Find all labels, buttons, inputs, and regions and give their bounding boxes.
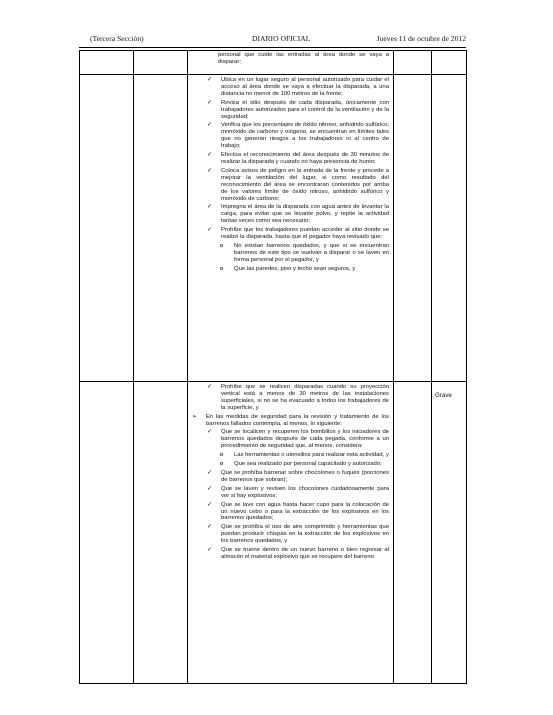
arrow-bullet-icon: ➢	[192, 413, 198, 420]
empty-cell	[80, 75, 134, 382]
check-icon: ✓	[207, 99, 213, 106]
list-item: ✓ Revisa el sitio después de cada disparada, únicamente con trabajadores autorizados para el control de la ventilación y de la seguridad;	[207, 99, 389, 120]
requirements-table	[79, 50, 467, 684]
header-rule	[79, 47, 466, 48]
circle-bullet-icon: o	[220, 461, 224, 468]
check-icon: ✓	[207, 227, 213, 234]
sub-list-item: o Que sea realizado por personal capacitado y autorizado;	[220, 461, 382, 468]
list-item: ✓ Ubica en un lugar seguro al personal autorizado para cuidar el acceso al área donde se vaya a efectuar la disparada, a una distancia no menor de 100 metros de la frente;	[207, 77, 389, 97]
publication-name: DIARIO OFICIAL	[252, 34, 311, 43]
list-item: ✓ Que se prohíba el uso de aire comprimido y herramientas que puedan producir chispas en la extracción de los explosivos en los barrenos quedados, y	[207, 524, 389, 545]
list-item: ✓ Que se prohíba barrenar sobre chocolones o fuques (porciones de barrenos que sobran);	[207, 469, 389, 483]
empty-cell	[394, 75, 432, 382]
table-row	[80, 51, 467, 75]
check-icon: ✓	[207, 167, 213, 174]
sub-list-item: o Las herramientas o utensilios para realizar esta actividad, y	[220, 452, 389, 459]
empty-cell	[394, 382, 432, 684]
list-item: ✓ Prohíbe que se realicen disparadas cuando su proyección vertical está a menos de 30 metros de las instalaciones superficiales, si no se ha evacuado a todos los trabajadores de la superficie, y	[207, 384, 389, 411]
circle-bullet-icon: o	[220, 242, 224, 249]
check-icon: ✓	[207, 204, 213, 211]
list-item: ✓ Verifica que los porcentajes de óxido nitroso, anhidrido sulfúrico, monóxido de carbono y oxígeno, se encuentran en límites tales que no generan riesgos a los trabajadores ni al centro de trabajo;	[207, 122, 389, 150]
table-row	[80, 75, 467, 382]
empty-cell	[134, 75, 188, 382]
continuation-text: personal que cuide las entradas al área donde se vaya a disparar;	[218, 52, 389, 65]
empty-cell	[80, 382, 134, 684]
check-icon: ✓	[207, 152, 213, 159]
list-item: ✓ Que se laven y revisen los chocolones cuidadosamente para ver si hay explosivos;	[207, 485, 389, 499]
empty-cell	[134, 382, 188, 684]
circle-bullet-icon: o	[220, 452, 224, 459]
check-icon: ✓	[207, 429, 213, 436]
list-item: ✓ Que se truene dentro de un nuevo barreno o bien regresar al almacén el material explosivo que se recupere del barreno	[207, 547, 389, 560]
empty-cell	[134, 51, 188, 75]
check-icon: ✓	[207, 524, 213, 531]
list-item: ✓ Efectúa el reconocimiento del área después de 30 minutos de realizar la disparada y cuando no haya presencia de humo;	[207, 152, 389, 165]
list-item: ✓ Que se localicen y recuperen los bombillos y los iniciadores de barrenos quedados después de cada pegada, conforme a un procedimiento de seguridad que, al menos, considera:	[207, 429, 389, 450]
text-cell	[188, 382, 394, 684]
list-item: ✓ Impregna el área de la disparada con agua antes de levantar la carga, para evitar que se levante polvo, y repite la actividad tantas veces como sea necesario;	[207, 204, 389, 225]
list-item: ✓ Prohíbe que los trabajadores puedan acceder al sitio donde se realizó la disparada, hasta que el pegador haya revisado que:	[207, 227, 389, 241]
circle-bullet-icon: o	[220, 265, 224, 272]
page-header	[80, 34, 466, 46]
empty-cell	[80, 51, 134, 75]
text-cell	[188, 51, 394, 75]
check-icon: ✓	[207, 384, 213, 390]
table-row	[80, 382, 467, 684]
check-icon: ✓	[207, 122, 213, 129]
check-icon: ✓	[207, 547, 213, 554]
check-icon: ✓	[207, 77, 213, 83]
section-label: (Tercera Sección)	[90, 34, 144, 43]
list-item: ✓ Que se lave con agua hasta hacer cupo para la colocación de un nuevo cebo o para la extracción de los explosivos en los barrenos quedados;	[207, 501, 389, 522]
list-item: ➢ En las medidas de seguridad para la revisión y tratamiento de los barrenos fallados contempla, al menos, lo siguiente:	[192, 413, 389, 427]
check-icon: ✓	[207, 469, 213, 476]
check-icon: ✓	[207, 501, 213, 508]
text-cell	[188, 75, 394, 382]
empty-cell	[394, 51, 432, 75]
publication-date: Jueves 11 de octubre de 2012	[376, 34, 466, 43]
list-item: ✓ Coloca avisos de peligro en la entrada de la frente y procede a mejorar la ventilación del lugar, si como resultado del reconocimiento del área se encontraran contenidos por arriba de los valores límite de óxido nitroso, anhidrido sulfúrico y monóxido de carbono;	[207, 167, 389, 202]
severity-label: Grave	[435, 392, 452, 399]
empty-cell	[432, 75, 467, 382]
empty-cell	[432, 51, 467, 75]
check-icon: ✓	[207, 485, 213, 492]
sub-list-item: o Que las paredes, piso y techo sean seguros, y	[220, 265, 356, 272]
sub-list-item: o No existan barrenos quedados, y que si se encuentran barrenos de este tipo se vuelvan a disparar o se laven en forma personal por el pegador, y	[220, 242, 389, 263]
severity-cell	[432, 382, 467, 684]
